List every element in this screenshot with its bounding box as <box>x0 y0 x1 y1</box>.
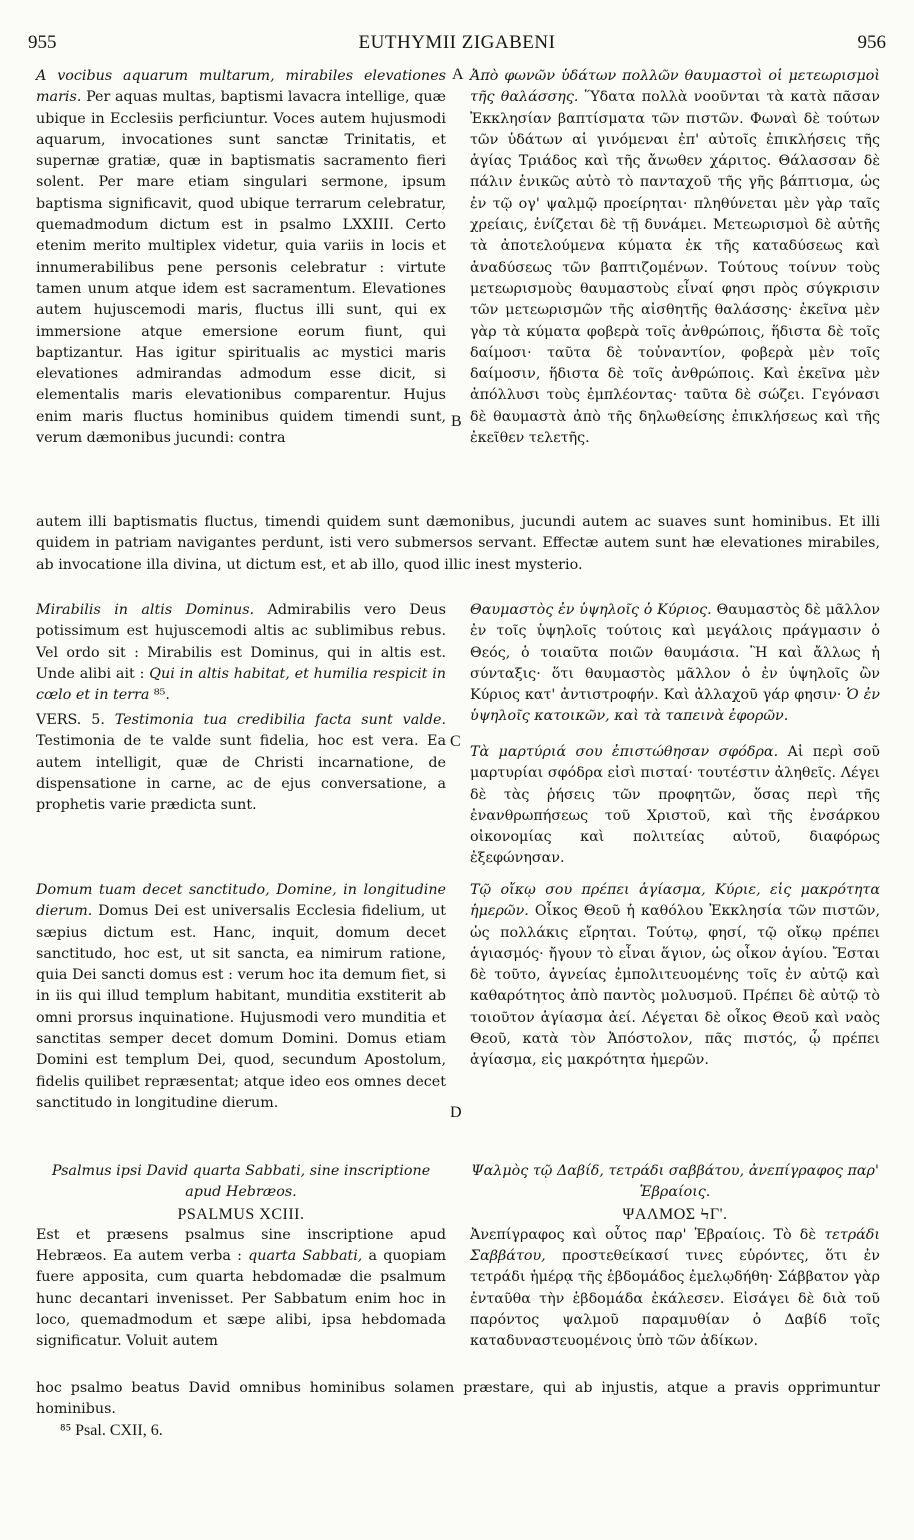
latin-paragraph: hoc psalmo beatus David omnibus hominibus solamen præstare, qui ab injustis, atque a pravis opprimuntur hominibus. <box>36 1380 880 1418</box>
psalm-heading-greek: ΨΑΛΜΟΣ ϞΓ'. <box>622 1205 728 1223</box>
running-head <box>28 32 886 56</box>
footnote: ⁸⁵ Psal. CXII, 6. <box>60 1422 163 1439</box>
greek-paragraph: Θαυμαστὸς δὲ μᾶλλον ἐν τοῖς ὑψηλοῖς τούτοις καὶ μεγάλοις πράγμασιν ὁ Θεός, ὁ τοιαῦτα ποιῶν θαυμάσια. Ἢ καὶ ἄλλως ἡ σύνταξις· ὅτι θαυμαστὸς μᾶλλον ὁ ἐν ὑψηλοῖς ὢν Κύριος κατ' ἀντιστροφήν. Καὶ ἀλλαχοῦ γάρ φησιν· <box>470 602 880 704</box>
page-number-left: 955 <box>28 32 57 53</box>
latin-quote: Qui in altis habitat, et humilia respicit in cœlo et in terra <box>36 665 447 704</box>
latin-paragraph: Testimonia de te valde sunt fidelia, hoc est vera. Ea autem intelligit, quæ de Christi incarnatione, de dispensatione in carne, ac de ejus conversatione, a prophetis varie prædicta sunt. <box>36 733 446 814</box>
greek-paragraph: Ἀνεπίγραφος καὶ οὗτος παρ' Ἑβραίοις. Τὸ δὲ <box>470 1226 817 1243</box>
latin-column-block-1 <box>36 66 446 449</box>
margin-marker-d: D <box>450 1104 462 1121</box>
full-width-continuation-1 <box>36 512 880 576</box>
greek-column-block-1 <box>470 66 880 449</box>
latin-paragraph: Est et præsens psalmus sine inscriptione apud Hebræos. Ea autem verba : <box>36 1226 446 1265</box>
psalm-heading-latin: PSALMUS XCIII. <box>177 1205 305 1223</box>
greek-quote: τετράδι Σαββάτου, <box>470 1226 880 1265</box>
margin-marker-c: C <box>450 733 461 750</box>
latin-paragraph: autem illi baptismatis fluctus, timendi quidem sunt dæmonibus, jucundi autem ac suaves sunt hominibus. Et illi quidem in patriam navigantes perdunt, isti vero submersos servant. Effectæ autem sunt hæ elevationes mirabiles, ab invocatione illa divina, ut dictum est, et ab illo, quod illic inest mysterio. <box>36 514 880 573</box>
latin-paragraph: Per aquas multas, baptismi lavacra intellige, quæ ubique in Ecclesiis perficiuntur. Voces autem hujusmodi aquarum, invocationes sunt sanctæ Trinitatis, et supernæ gratiæ, quæ in baptismatis sacramento fieri solent. Per mare etiam singulari sermone, ipsum baptisma significavit, quod ubique terrarum celebratur, quemadmodum dictum est in psalmo LXXIII. Certo etenim merito multiplex videtur, quia variis in locis et innumerabilibus pene personis celebratur : virtute tamen unum atque idem est sacramentum. Elevationes autem hujuscemodi maris, fluctus illi sunt, qui ex immersione atque emersione eorum fiunt, qui baptizantur. Has igitur spiritualis ac mystici maris elevationes admirandas admodum esse dicit, si elementalis maris elevationibus comparentur. Hujus enim maris fluctus hominibus quidem timendi sunt, verum dæmonibus jucundi: contra <box>36 89 446 447</box>
greek-column-block-3 <box>470 742 880 870</box>
margin-marker-a: A <box>452 66 464 83</box>
greek-lemma: Ἀπὸ φωνῶν ὑδάτων πολλῶν θαυμαστοὶ οἱ μετεωρισμοὶ τῆς θαλάσσης. <box>470 68 880 106</box>
latin-lemma: Mirabilis in altis Dominus. <box>36 602 255 618</box>
greek-paragraph: προστεθείκασί τινες εὑρόντες, ὅτι ἐν τετράδι ἡμέρᾳ τῆς ἑβδομάδος ἐμελῳδήθη· Σάββατον γὰρ ἐνταῦθα τὴν ἑβδομάδα ἐκάλεσεν. Εἰσάγει δὲ διὰ τοῦ παρόντος ψαλμοῦ παραμυθίαν ὁ Δαβίδ τοῖς καταδυναστευομένοις ὑπὸ τῶν ἀδίκων. <box>470 1248 881 1350</box>
latin-paragraph: a quopiam fuere apposita, cum quarta hebdomadæ die psalmum hunc decantari invenisset. Per Sabbatum enim hoc in loco, quemadmodum et sæpe alibi, ipsa hebdomada significatur. Voluit autem <box>36 1248 447 1350</box>
verse-number: VERS. 5. <box>36 712 105 728</box>
footnote-reference: ⁸⁵. <box>153 687 170 704</box>
greek-column-block-2 <box>470 600 880 728</box>
greek-lemma: Τῷ οἴκῳ σου πρέπει ἁγίασμα, Κύριε, εἰς μακρότητα ἡμερῶν. <box>470 882 880 920</box>
greek-column-block-5 <box>470 1161 880 1353</box>
latin-paragraph: Domus Dei est universalis Ecclesia fidelium, ut sæpius dictum est. Hanc, inquit, domum decet sanctitudo, hoc est, ut sit sancta, ea nimirum ratione, quia Dei sancti domus est : verum hoc ita demum fiet, si in iis qui illud templum habitant, munditia exstiterit ab omni prorsus inquinatione. Hujusmodi vero munditia et sanctitas semper decet domum Domini. Domus etiam Domini est templum Dei, quod, secundum Apostolum, fidelis quilibet repræsentat; atque ideo eos omnes decet sanctitudo in longitudine dierum. <box>36 903 447 1111</box>
greek-lemma: Θαυμαστὸς ἐν ὑψηλοῖς ὁ Κύριος. <box>470 602 712 618</box>
greek-paragraph: Αἱ περὶ σοῦ μαρτυρίαι σφόδρα εἰσὶ πισταί· τουτέστιν ἀληθεῖς. Λέγει δὲ τὰς ῥήσεις τῶν προφητῶν, ὅσας περὶ τῆς ἐνανθρωπήσεως τοῦ Χριστοῦ, καὶ τῆς ἐνσάρκου οἰκονομίας καὶ πολιτείας αὐτοῦ, διαφόρως ἐξεφώνησαν. <box>470 744 880 867</box>
latin-column-block-2 <box>36 600 446 706</box>
latin-lemma: A vocibus aquarum multarum, mirabiles elevationes maris. <box>36 68 446 106</box>
greek-column-block-4 <box>470 880 880 1072</box>
greek-lemma: Τὰ μαρτύριά σου ἐπιστώθησαν σφόδρα. <box>470 744 779 760</box>
latin-column-block-5 <box>36 1161 446 1353</box>
latin-lemma: Domum tuam decet sanctitudo, Domine, in longitudine dierum. <box>36 882 446 920</box>
greek-paragraph: Οἶκος Θεοῦ ἡ καθόλου Ἐκκλησία τῶν πιστῶν, ὡς πολλάκις εἴρηται. Τούτῳ, φησί, τῷ οἴκῳ πρέπει ἁγιασμός· ἤγουν τὸ εἶναι ἅγιον, ὡς οἶκον ἁγίου. Ἔσται δὲ τοῦτο, ἁγνείας ἐμπολιτευομένης τοῖς ἐν αὐτῷ καὶ καθαρότητος ἀπὸ παντὸς μολυσμοῦ. Πρέπει δὲ αὐτῷ τὸ τοιοῦτον ἁγίασμα ἀεί. Λέγεται δὲ οἶκος Θεοῦ καὶ ναὸς Θεοῦ, κατὰ τὸν Ἀπόστολον, πᾶς πιστός, ᾧ πρέπει ἁγίασμα, εἰς μακρότητα ἡμερῶν. <box>470 903 881 1069</box>
latin-paragraph: Admirabilis vero Deus potissimum est hujuscemodi altis ac sublimibus rebus. Vel ordo sit : Mirabilis est Dominus, qui in altis est. Unde alibi ait : <box>36 602 447 682</box>
psalm-title-greek: Ψαλμὸς τῷ Δαβίδ, τετράδι σαββάτου, ἀνεπίγραφος παρ' Ἑβραίοις. <box>471 1163 879 1201</box>
running-title: EUTHYMII ZIGABENI <box>358 32 556 53</box>
latin-lemma: Testimonia tua credibilia facta sunt valde. <box>114 712 446 728</box>
latin-column-block-3 <box>36 710 446 816</box>
greek-quote: Ὁ ἐν ὑψηλοῖς κατοικῶν, καὶ τὰ ταπεινὰ ἐφορῶν. <box>470 687 881 725</box>
full-width-continuation-2 <box>36 1378 880 1421</box>
latin-quote: quarta Sabbati, <box>248 1248 363 1265</box>
greek-paragraph: Ὕδατα πολλὰ νοοῦνται τὰ κατὰ πᾶσαν Ἐκκλησίαν βαπτίσματα τῶν πιστῶν. Φωναὶ δὲ τούτων τῶν ὑδάτων αἱ γινόμεναι ἐπ' αὐτοῖς ἐπικλήσεις τῆς ἁγίας Τριάδος καὶ τῆς ἄνωθεν χάριτος. Θάλασσαν δὲ πάλιν ἑνικῶς αὐτὸ τὸ πανταχοῦ τῆς γῆς βάπτισμα, ὡς ἐν τῷ ογ' ψαλμῷ προείρηται· πληθύνεται μὲν γὰρ ταῖς χρείαις, ἑνίζεται δὲ τῇ δυνάμει. Μετεωρισμοὶ δὲ αὐτῆς τὰ ἀποτελούμενα κύματα ἐκ τῆς καταδύσεως καὶ ἀναδύσεως τῶν βαπτιζομένων. Τούτους τοίνυν τοὺς μετεωρισμοὺς θαυμαστοὺς εἶναί φησι πρὸς σύγκρισιν τῶν μετεωρισμῶν τῆς αἰσθητῆς θαλάσσης· ἐκεῖνα μὲν γὰρ τὰ κύματα φοβερὰ τοῖς ἀνθρώποις, ἥδιστα δὲ τοῖς δαίμοσι· ταῦτα δὲ τοὐναντίον, φοβερὰ μὲν τοῖς δαίμοσιν, ἥδιστα δὲ τοῖς ἀνθρώποις. Καὶ ἐκεῖνα μὲν ἀπόλλυσι τοὺς ἐμπλέοντας· ταῦτα δὲ σώζει. Γεγόνασι δὲ θαυμαστὰ ἀπὸ τῆς δηλωθείσης ἐπικλήσεως καὶ τῆς ἐκεῖθεν τελετῆς. <box>470 89 881 447</box>
page-number-right: 956 <box>857 32 886 53</box>
psalm-title-latin: Psalmus ipsi David quarta Sabbati, sine inscriptione apud Hebræos. <box>51 1163 431 1201</box>
latin-column-block-4 <box>36 880 446 1114</box>
margin-marker-b: B <box>451 413 462 430</box>
